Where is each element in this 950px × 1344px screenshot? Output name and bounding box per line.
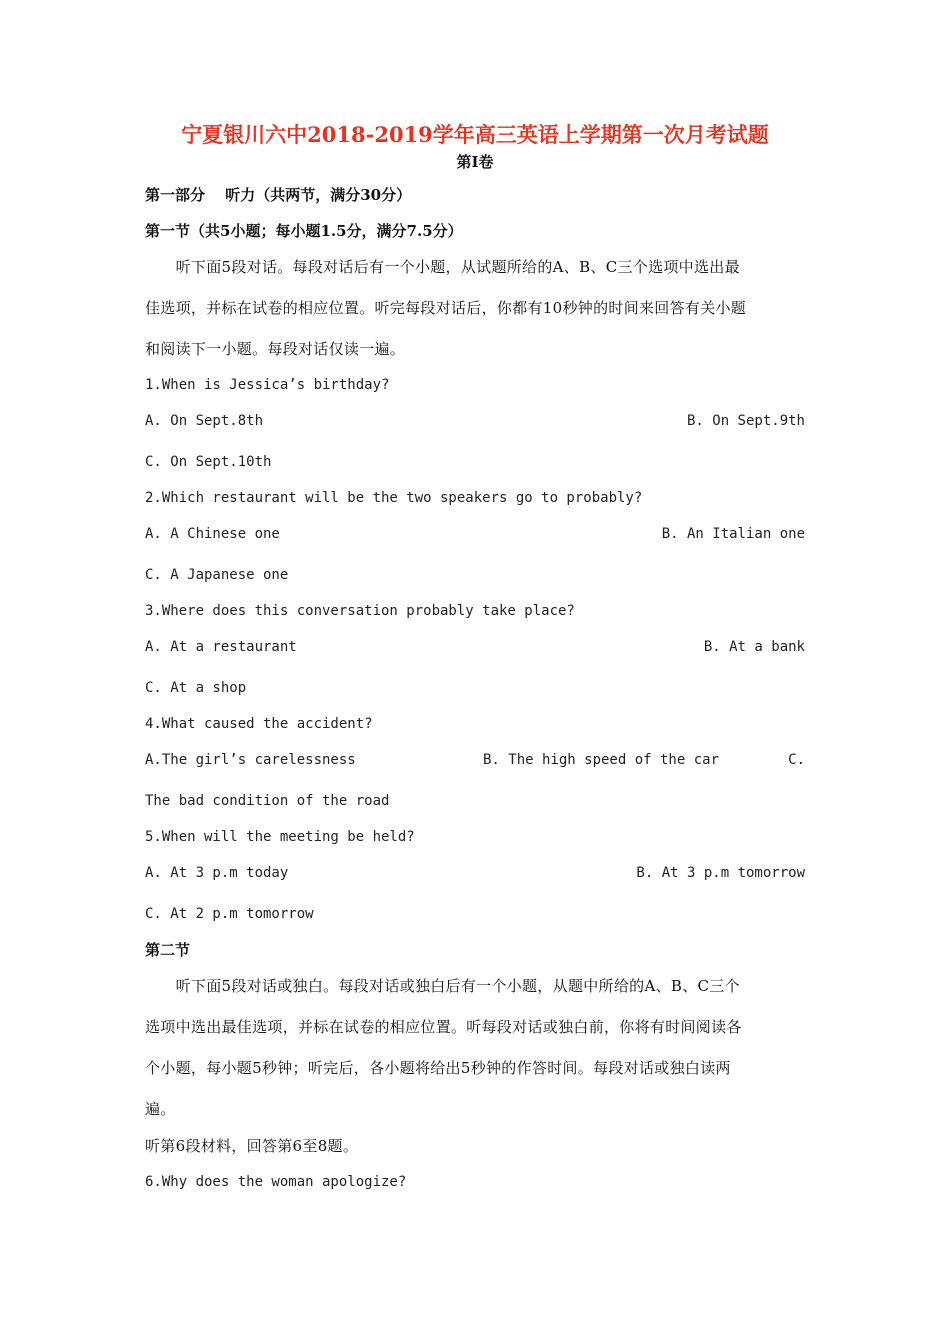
option-a: A. At 3 p.m today [145, 865, 289, 881]
option-b: B. At a bank [703, 639, 805, 655]
page-title: 宁夏银川六中2018-2019学年高三英语上学期第一次月考试题 [181, 122, 769, 147]
instruction-line: 听下面5段对话或独白。每段对话或独白后有一个小题，从题中所给的A、B、C三个 [145, 977, 740, 995]
question-stem: 4.What caused the accident? [145, 716, 373, 732]
question-stem: 5.When will the meeting be held? [145, 829, 415, 845]
option-c: C. At a shop [145, 680, 247, 696]
option-b: B. At 3 p.m tomorrow [636, 865, 805, 881]
question-stem: 6.Why does the woman apologize? [145, 1174, 407, 1190]
option-b: B. An Italian one [661, 526, 805, 542]
option-b: B. On Sept.9th [686, 413, 805, 429]
section-heading: 第二节 [145, 941, 191, 959]
option-c: C. A Japanese one [145, 567, 289, 583]
instruction-line: 听下面5段对话。每段对话后有一个小题，从试题所给的A、B、C三个选项中选出最 [145, 258, 740, 276]
instruction-line: 佳选项，并标在试卷的相应位置。听完每段对话后，你都有10秒钟的时间来回答有关小题 [145, 299, 747, 317]
instruction-line: 选项中选出最佳选项，并标在试卷的相应位置。听每段对话或独白前，你将有时间阅读各 [145, 1018, 742, 1036]
section-heading: 第一节（共5小题；每小题1.5分，满分7.5分） [145, 222, 463, 240]
option-a: A. On Sept.8th [145, 413, 264, 429]
option-a: A.The girl’s carelessness [145, 752, 356, 768]
option-a: A. A Chinese one [145, 526, 280, 542]
option-a: A. At a restaurant [145, 639, 297, 655]
question-stem: 1.When is Jessica’s birthday? [145, 377, 390, 393]
instruction-line: 个小题，每小题5秒钟；听完后，各小题将给出5秒钟的作答时间。每段对话或独白读两 [145, 1059, 731, 1077]
option-c: C. On Sept.10th [145, 454, 272, 470]
part-heading: 第一部分 听力（共两节，满分30分） [145, 186, 412, 204]
option-b: B. The high speed of the car [483, 752, 720, 768]
option-c: The bad condition of the road [145, 793, 390, 809]
question-stem: 3.Where does this conversation probably take place? [145, 603, 575, 619]
instruction-line: 遍。 [145, 1100, 176, 1118]
question-stem: 2.Which restaurant will be the two speakers go to probably? [145, 490, 643, 506]
instruction-line: 和阅读下一小题。每段对话仅读一遍。 [145, 340, 406, 358]
volume-label: 第Ⅰ卷 [456, 153, 494, 171]
option-c-label: C. [788, 752, 805, 768]
material-heading: 听第6段材料，回答第6至8题。 [145, 1137, 359, 1155]
option-c: C. At 2 p.m tomorrow [145, 906, 314, 922]
